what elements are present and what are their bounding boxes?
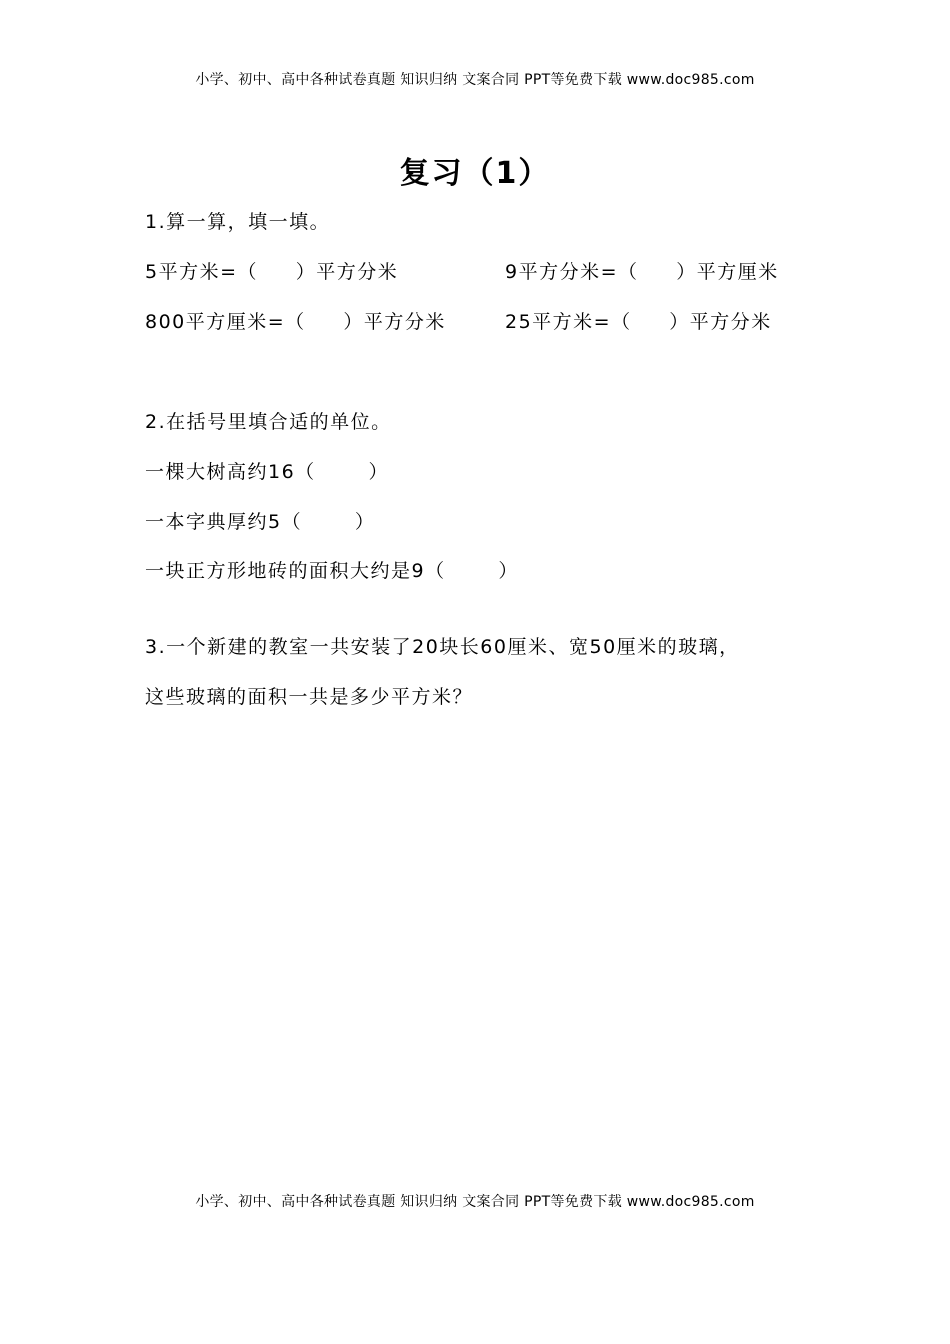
page-title: 复习（1） xyxy=(399,156,551,191)
question-2-item-3: 一块正方形地砖的面积大约是9（ ） xyxy=(145,560,519,582)
page-header: 小学、初中、高中各种试卷真题 知识归纳 文案合同 PPT等免费下载 www.doc985.com xyxy=(195,72,755,88)
question-1-prompt: 1.算一算，填一填。 xyxy=(145,211,331,233)
question-1-item-4: 25平方米=（ ）平方分米 xyxy=(505,311,772,333)
question-1-item-3: 800平方厘米=（ ）平方分米 xyxy=(145,311,446,333)
question-2-item-1: 一棵大树高约16（ ） xyxy=(145,461,389,483)
question-3-line-1: 3.一个新建的教室一共安装了20块长60厘米、宽50厘米的玻璃， xyxy=(145,636,740,658)
question-3-line-2: 这些玻璃的面积一共是多少平方米？ xyxy=(145,686,474,708)
page-footer: 小学、初中、高中各种试卷真题 知识归纳 文案合同 PPT等免费下载 www.doc985.com xyxy=(195,1194,755,1210)
question-2-prompt: 2.在括号里填合适的单位。 xyxy=(145,411,392,433)
question-2-item-2: 一本字典厚约5（ ） xyxy=(145,511,376,533)
question-1-item-1: 5平方米=（ ）平方分米 xyxy=(145,261,399,283)
question-1-item-2: 9平方分米=（ ）平方厘米 xyxy=(505,261,779,283)
